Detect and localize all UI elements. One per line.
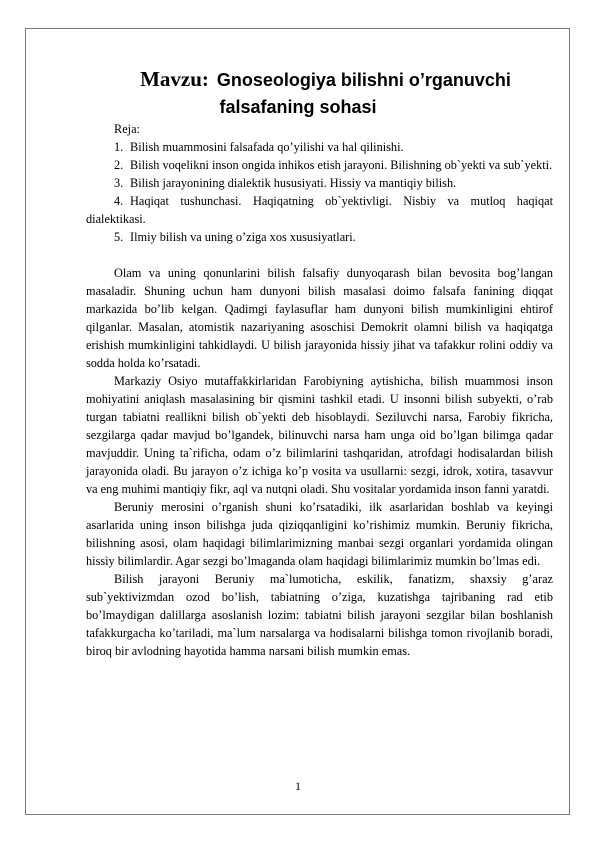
plan-item-number: 5. [114,230,124,244]
plan-item-text: Haqiqat tushunchasi. Haqiqatning ob`yektivligi. Nisbiy va mutloq haqiqat dialektikasi. [86,194,553,226]
plan-item-text: Ilmiy bilish va uning o’ziga xos xususiyatlari. [130,230,356,244]
body-paragraph: Bilish jarayoni Beruniy ma`lumoticha, eskilik, fanatizm, shaxsiy g’araz sub`yektivizmdan ozod bo’lish, tabiatning o’ziga, kuzatishga tajribaning rad etib bo’lmaydigan dalillarga asoslanish lozim: tabiatni bilish jarayoni sezgilar bilan boshlanish tafakkurgacha ko’tariladi, ma`lum narsalarga va hodisalarni bilishga tomon rivojlanib boradi, biroq bir avlodning hayotida hamma narsani bilish mumkin emas. [86,572,553,658]
plan-heading: Reja: [114,122,140,136]
plan-item-number: 2. [114,158,124,172]
plan-item [86,156,553,174]
body-paragraph: Markaziy Osiyo mutaffakkirlaridan Farobiyning aytishicha, bilish muammosi inson mohiyatini aniqlash masalasining bir qismini tashkil etadi. U insonni bilish subyekti, o’rab turgan tabiatni reallikni bilish ob`yekti deb hisoblaydi. Seziluvchi narsa, Farobiy fikricha, sezgilarga qadar mavjud bo’lgandek, bilinuvchi narsa ham unga oid bo’lgan bilimga qadar mavjuddir. Uning ta`rificha, odam o’z bilimlarini tashqaridan, atrofdagi hodisalardan bilish jarayonida oladi. Bu jarayon o’z ichiga ko’p vosita va usullarni: sezgi, idrok, xotira, tasavvur va eng muhimi mantiqiy fikr, aql va nutqni oladi. Shu vositalar yordamida inson fanni yaratdi. [86,374,553,496]
plan-item-number: 1. [114,140,124,154]
plan-item [86,174,553,192]
spacer [86,246,553,264]
body-paragraph: Beruniy merosini o’rganish shuni ko’rsatadiki, ilk asarlaridan boshlab va keyingi asarlarida uning inson bilishga juda qiziqqanligini ko’rishimiz mumkin. Beruniy fikricha, bilishning asosi, olam haqidagi bilimlarimizning manbai sezgi organlari yordamida olingan hissiy bilimlardir. Agar sezgi bo’lmaganda olam haqidagi bilimlarimiz mumkin bo’lmas edi. [86,500,553,568]
plan-item-number: 4. [114,194,124,208]
document-body [86,120,553,660]
title-text-1: Gnoseologiya bilishni o’rganuvchi [216,70,511,90]
title-line-1 [0,62,596,94]
plan-item-number: 3. [114,176,124,190]
plan-item-text: Bilish jarayonining dialektik hususiyati. Hissiy va mantiqiy bilish. [130,176,457,190]
plan-item [86,192,553,228]
body-paragraph: Olam va uning qonunlarini bilish falsafiy dunyoqarash bilan bevosita bog’langan masaladir. Shuning uchun ham dunyoni bilish masalasi doimo falsafa fanining diqqat markazida bo’lib kelgan. Qadimgi faylasuflar ham dunyoni bilish mumkinligini ehtirof qilganlar. Masalan, atomistik nazariyaning asoschisi Demokrit olamni bilish va haqiqatga erishish mumkinligini tahkidlaydi. U bilish jarayonida hissiy jihat va tafakkur rolini oddiy va sodda holda ko’rsatadi. [86,266,553,370]
title-text-2: falsafaning sohasi [219,97,377,117]
title-label: Mavzu: [140,67,209,91]
document-title [0,62,596,121]
plan-item [86,138,553,156]
plan-item-text: Bilish muammosini falsafada qo’yilishi va hal qilinishi. [130,140,404,154]
page-number: 1 [295,779,301,793]
plan-item-text: Bilish voqelikni inson ongida inhikos etish jarayoni. Bilishning ob`yekti va sub`yekti. [130,158,553,172]
plan-item [86,228,553,246]
